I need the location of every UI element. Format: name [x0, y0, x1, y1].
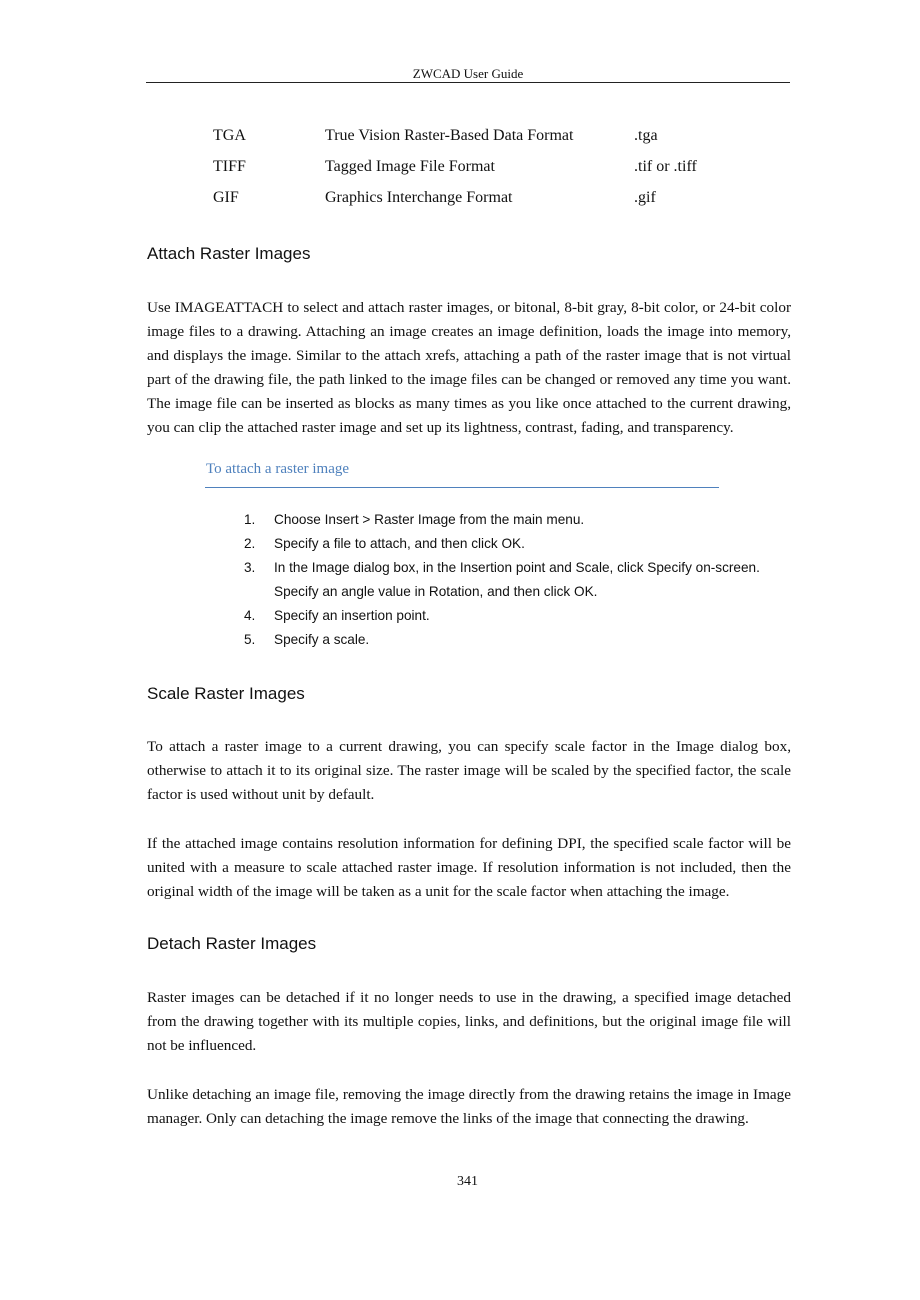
header-rule [146, 82, 790, 83]
step-number: 5. [244, 632, 256, 647]
format-description: Tagged Image File Format [325, 158, 495, 175]
format-description: Graphics Interchange Format [325, 189, 513, 206]
format-name: GIF [213, 189, 239, 206]
scale-heading: Scale Raster Images [147, 684, 305, 703]
format-name: TGA [213, 127, 246, 144]
list-item [240, 508, 795, 532]
list-item [240, 628, 795, 652]
header-title: ZWCAD User Guide [412, 66, 524, 81]
table-row [0, 188, 920, 208]
attach-heading: Attach Raster Images [147, 244, 311, 263]
step-number: 4. [244, 608, 256, 623]
format-extension: .tga [634, 127, 658, 144]
step-text: Specify a scale. [274, 632, 370, 647]
list-item [240, 532, 795, 556]
page-number: 341 [457, 1174, 478, 1189]
detach-paragraph-1: Raster images can be detached if it no longer needs to use in the drawing, a specified image detached from the drawing together with its multiple copies, links, and definitions, but the original image file will not be influenced. [147, 989, 791, 1054]
format-extension: .tif or .tiff [634, 158, 697, 175]
step-text: Specify a file to attach, and then click OK. [274, 536, 525, 551]
table-row [0, 126, 920, 146]
list-item [240, 604, 795, 628]
scale-paragraph-2: If the attached image contains resolution information for defining DPI, the specified scale factor will be united with a measure to scale attached raster image. If resolution information is not included, then the original width of the image will be taken as a unit for the scale factor when attaching the image. [147, 835, 791, 900]
table-row [0, 157, 920, 177]
step-text: Choose Insert > Raster Image from the main menu. [274, 512, 585, 527]
procedure-rule [205, 487, 719, 488]
step-text: In the Image dialog box, in the Insertion point and Scale, click Specify on-screen. Specify an angle value in Rotation, and then click OK. [274, 560, 760, 599]
attach-paragraph: Use IMAGEATTACH to select and attach raster images, or bitonal, 8-bit gray, 8-bit color, or 24-bit color image files to a drawing. Attaching an image creates an image definition, loads the image into memory, and displays the image. Similar to the attach xrefs, attaching a path of the raster image that is not virtual part of the drawing file, the path linked to the image files can be changed or removed any time you want. The image file can be inserted as blocks as many times as you like once attached to the current drawing, you can clip the attached raster image and set up its lightness, contrast, fading, and transparency. [147, 299, 791, 436]
step-number: 2. [244, 536, 256, 551]
scale-paragraph-1: To attach a raster image to a current drawing, you can specify scale factor in the Image dialog box, otherwise to attach it to its original size. The raster image will be scaled by the specified factor, the scale factor is used without unit by default. [147, 738, 791, 803]
detach-heading: Detach Raster Images [147, 934, 317, 953]
detach-paragraph-2: Unlike detaching an image file, removing the image directly from the drawing retains the image in Image manager. Only can detaching the image remove the links of the image that connecting the drawing. [147, 1086, 791, 1127]
format-extension: .gif [634, 189, 656, 206]
procedure-steps [240, 508, 795, 652]
list-item [240, 556, 795, 604]
step-number: 1. [244, 512, 256, 527]
step-text: Specify an insertion point. [274, 608, 430, 623]
format-name: TIFF [213, 158, 246, 175]
format-description: True Vision Raster-Based Data Format [325, 127, 574, 144]
procedure-title: To attach a raster image [206, 461, 350, 477]
step-number: 3. [244, 560, 256, 575]
